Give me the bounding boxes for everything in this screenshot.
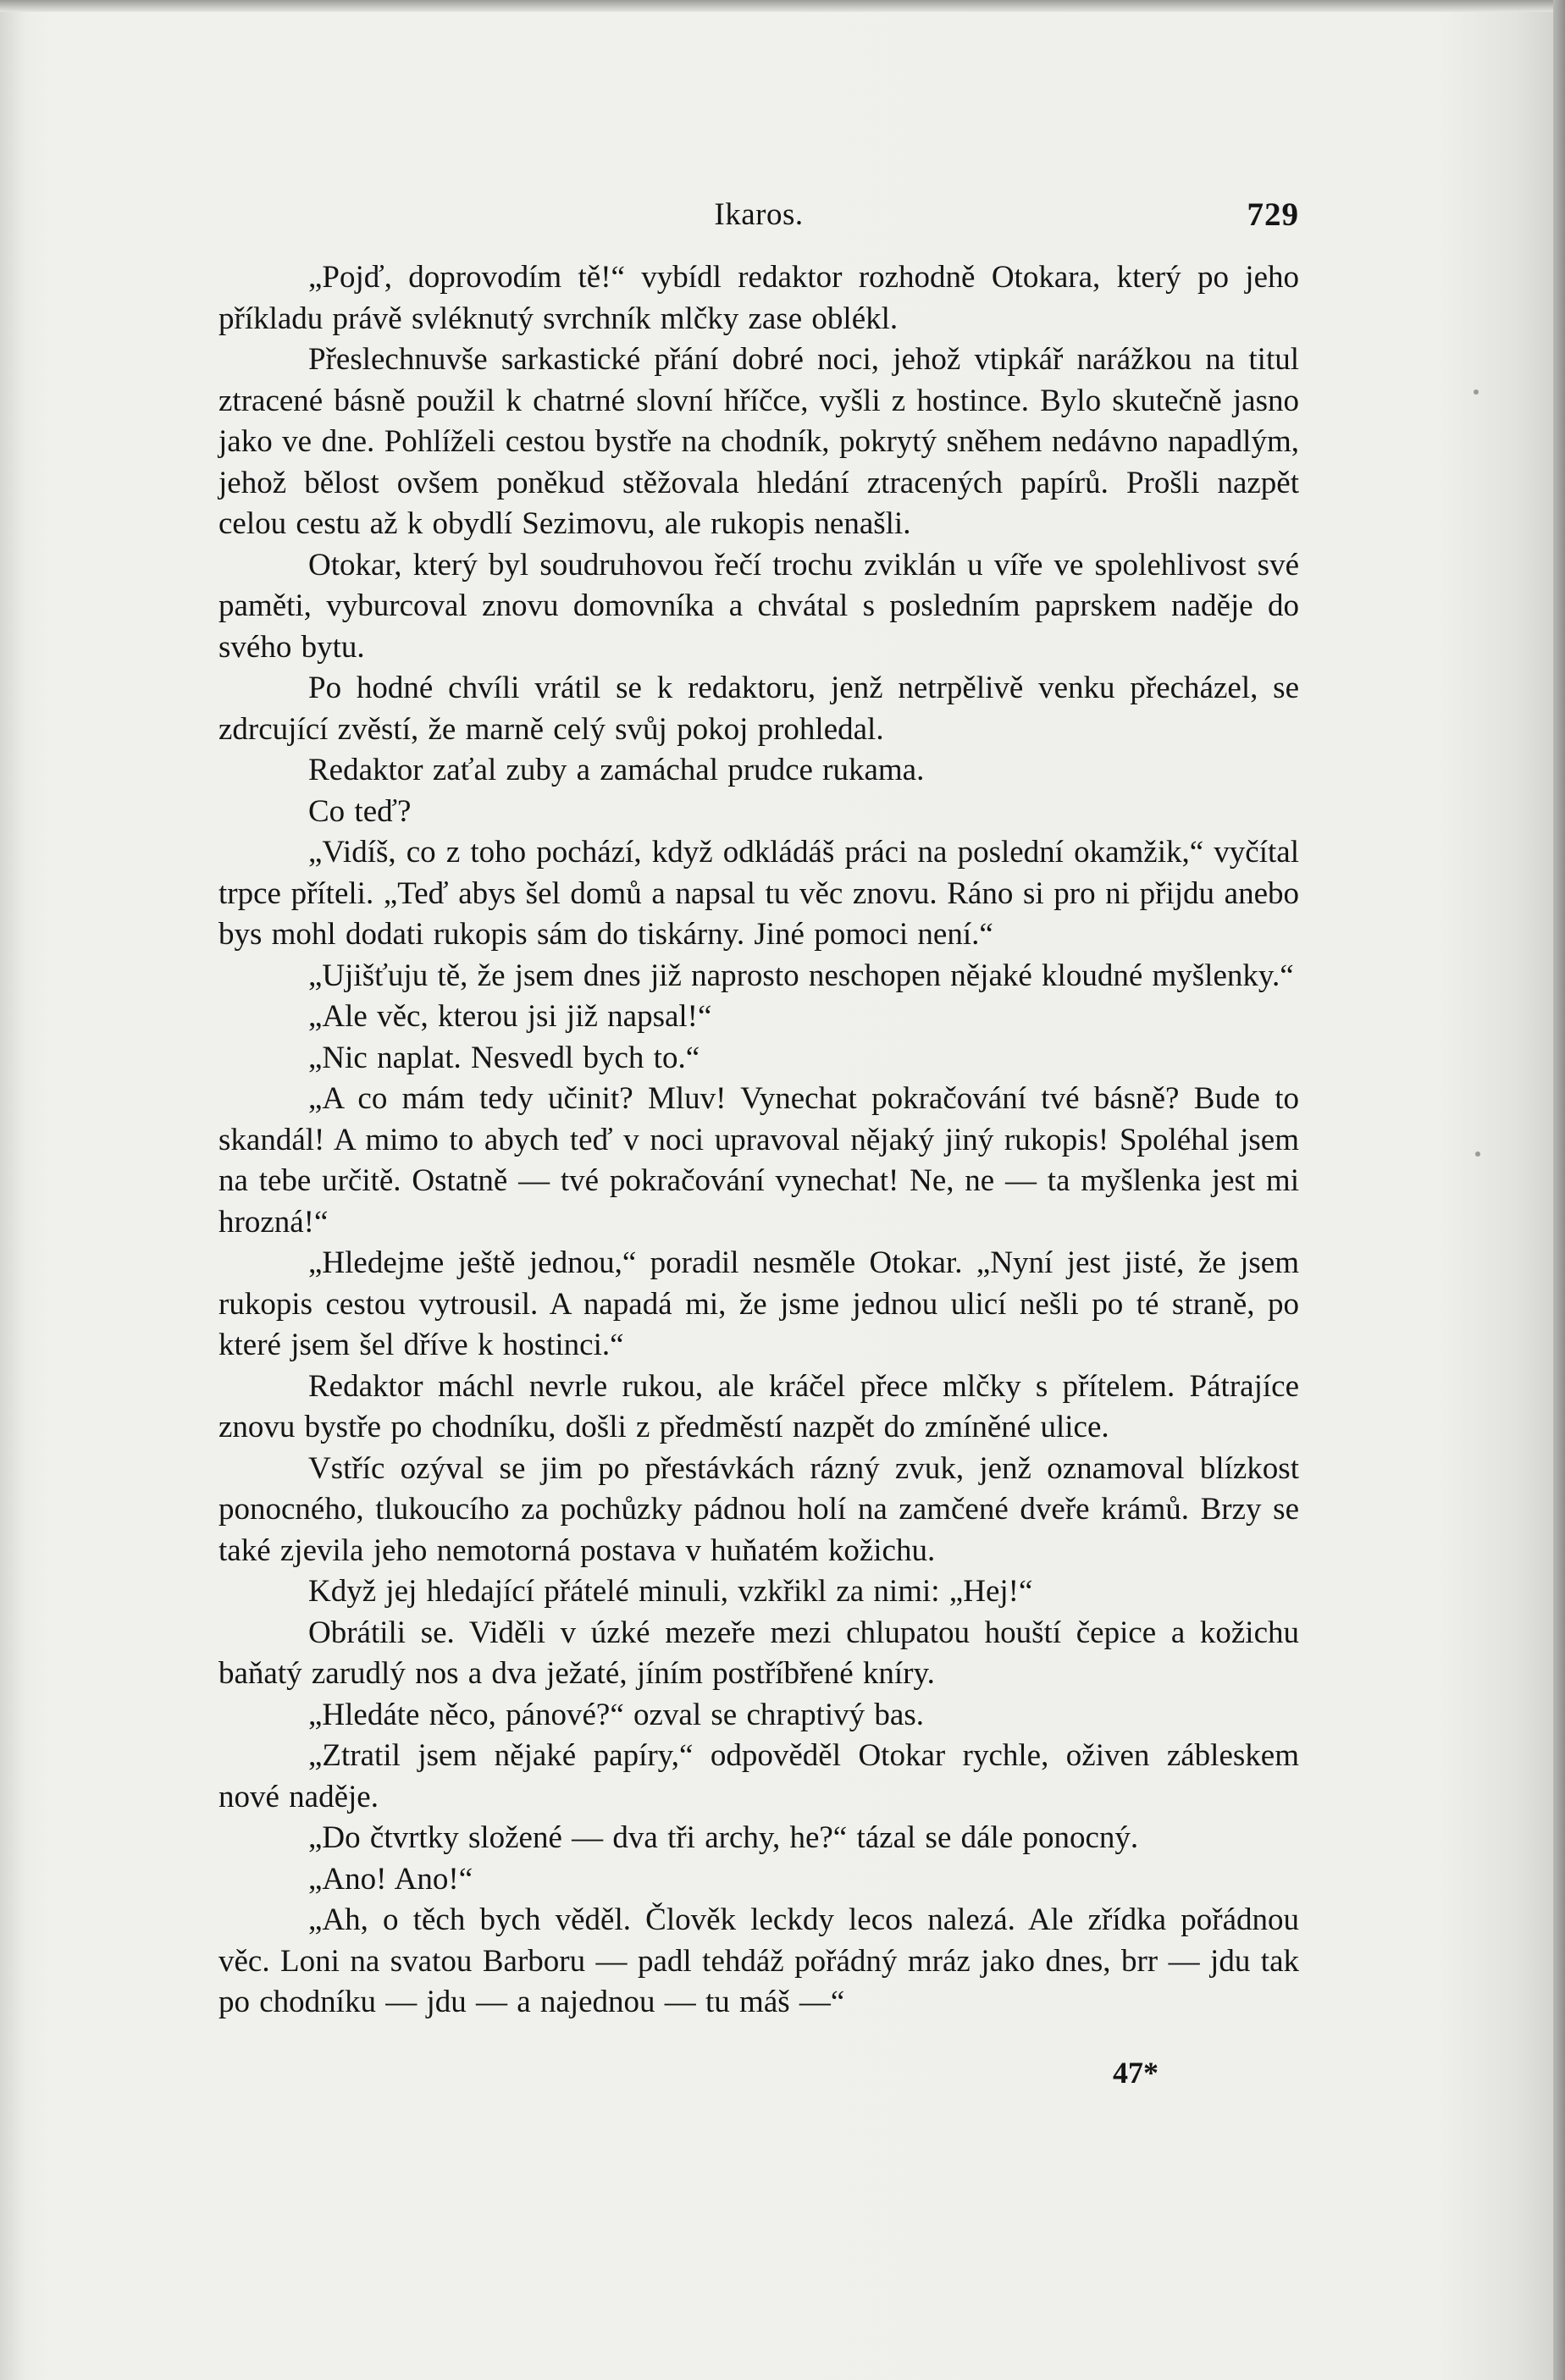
paragraph: „Nic naplat. Nesvedl bych to.“ (308, 1040, 700, 1075)
paragraph: Redaktor zaťal zuby a zamáchal prudce rukama. (308, 753, 925, 787)
book-page (218, 195, 1299, 2093)
paragraph: Obrátili se. Viděli v úzké mezeře mezi chlupatou houští čepice a kožichu baňatý zarudlý nos a dva ježaté, jíním postříbřené kníry. (218, 1615, 1299, 1691)
paragraph: „Pojď, doprovodím tě!“ vybídl redaktor rozhodně Otokara, který po jeho příkladu právě svléknutý svrchník mlčky zase oblékl. (218, 260, 1299, 336)
paragraph: Otokar, který byl soudruhovou řečí trochu zviklán u víře ve spolehlivost své paměti, vyburcoval znovu domovníka a chvátal s posledním paprskem naděje do svého bytu. (218, 547, 1299, 665)
scan-top-edge (0, 0, 1565, 12)
paragraph: Po hodné chvíli vrátil se k redaktoru, jenž netrpělivě venku přecházel, se zdrcující zvěstí, že marně celý svůj pokoj prohledal. (218, 671, 1299, 747)
paper-speck (1474, 389, 1479, 395)
paragraph: „Do čtvrtky složené — dva tři archy, he?“ tázal se dále ponocný. (308, 1820, 1139, 1855)
paper-speck (1475, 1151, 1480, 1157)
running-title: Ikaros. (714, 197, 804, 232)
signature-mark: 47* (1113, 2055, 1159, 2090)
paragraph: Přeslechnuvše sarkastické přání dobré noci, jehož vtipkář narážkou na titul ztracené básně použil k chatrné slovní hříčce, vyšli z hostince. Bylo skutečně jasno jako ve dne. Pohlíželi cestou bystře na chodník, pokrytý sněhem nedávno napadlým, jehož bělost ovšem poněkud stěžovala hledání ztracených papírů. Prošli nazpět celou cestu až k obydlí Sezimovu, ale rukopis nenašli. (218, 342, 1299, 541)
paragraph: Když jej hledající přátelé minuli, vzkřikl za nimi: „Hej!“ (308, 1574, 1033, 1609)
running-header (218, 195, 1299, 244)
paragraph: Vstříc ozýval se jim po přestávkách rázný zvuk, jenž oznamoval blízkost ponocného, tlukoucího za pochůzky pádnou holí na zamčené dveře krámů. Brzy se také zjevila jeho nemotorná postava v huňatém kožichu. (218, 1450, 1299, 1568)
paragraph: „Vidíš, co z toho pochází, když odkládáš práci na poslední okamžik,“ vyčítal trpce příteli. „Teď abys šel domů a napsal tu věc znovu. Ráno si pro ni přijdu anebo bys mohl dodati rukopis sám do tiskárny. Jiné pomoci není.“ (218, 835, 1299, 952)
paragraph: „Ujišťuju tě, že jsem dnes již naprosto neschopen nějaké kloudné myšlenky.“ (308, 958, 1294, 993)
paragraph: „Ano! Ano!“ (308, 1861, 473, 1897)
paragraph: Co teď? (308, 793, 412, 829)
paragraph: „Hledejme ještě jednou,“ poradil nesměle Otokar. „Nyní jest jisté, že jsem rukopis cestou vytrousil. A napadá mi, že jsme jednou ulicí nešli po té straně, po které jsem šel dříve k hostinci.“ (218, 1245, 1299, 1362)
paragraph: „Ah, o těch bych věděl. Člověk leckdy lecos nalezá. Ale zřídka pořádnou věc. Loni na svatou Barboru — padl tehdáž pořádný mráz jako dnes, brr — jdu tak po chodníku — jdu — a najednou — tu máš —“ (218, 1902, 1299, 2019)
scan-right-edge (1553, 0, 1565, 2380)
paragraph: „A co mám tedy učinit? Mluv! Vynechat pokračování tvé básně? Bude to skandál! A mimo to abych teď v noci upravoval nějaký jiný rukopis! Spoléhal jsem na tebe určitě. Ostatně — tvé pokračování vynechat! Ne, ne — ta myšlenka jest mi hrozná!“ (218, 1081, 1299, 1240)
paragraph: „Ztratil jsem nějaké papíry,“ odpověděl Otokar rychle, oživen zábleskem nové naděje. (218, 1738, 1299, 1814)
page-number: 729 (1247, 196, 1299, 233)
paragraph: „Hledáte něco, pánové?“ ozval se chraptivý bas. (308, 1697, 924, 1732)
paragraph: Redaktor máchl nevrle rukou, ale kráčel přece mlčky s přítelem. Pátrajíce znovu bystře po chodníku, došli z předměstí nazpět do zmíněné ulice. (218, 1368, 1299, 1444)
paragraph: „Ale věc, kterou jsi již napsal!“ (308, 999, 712, 1034)
body-text (218, 257, 1299, 2024)
